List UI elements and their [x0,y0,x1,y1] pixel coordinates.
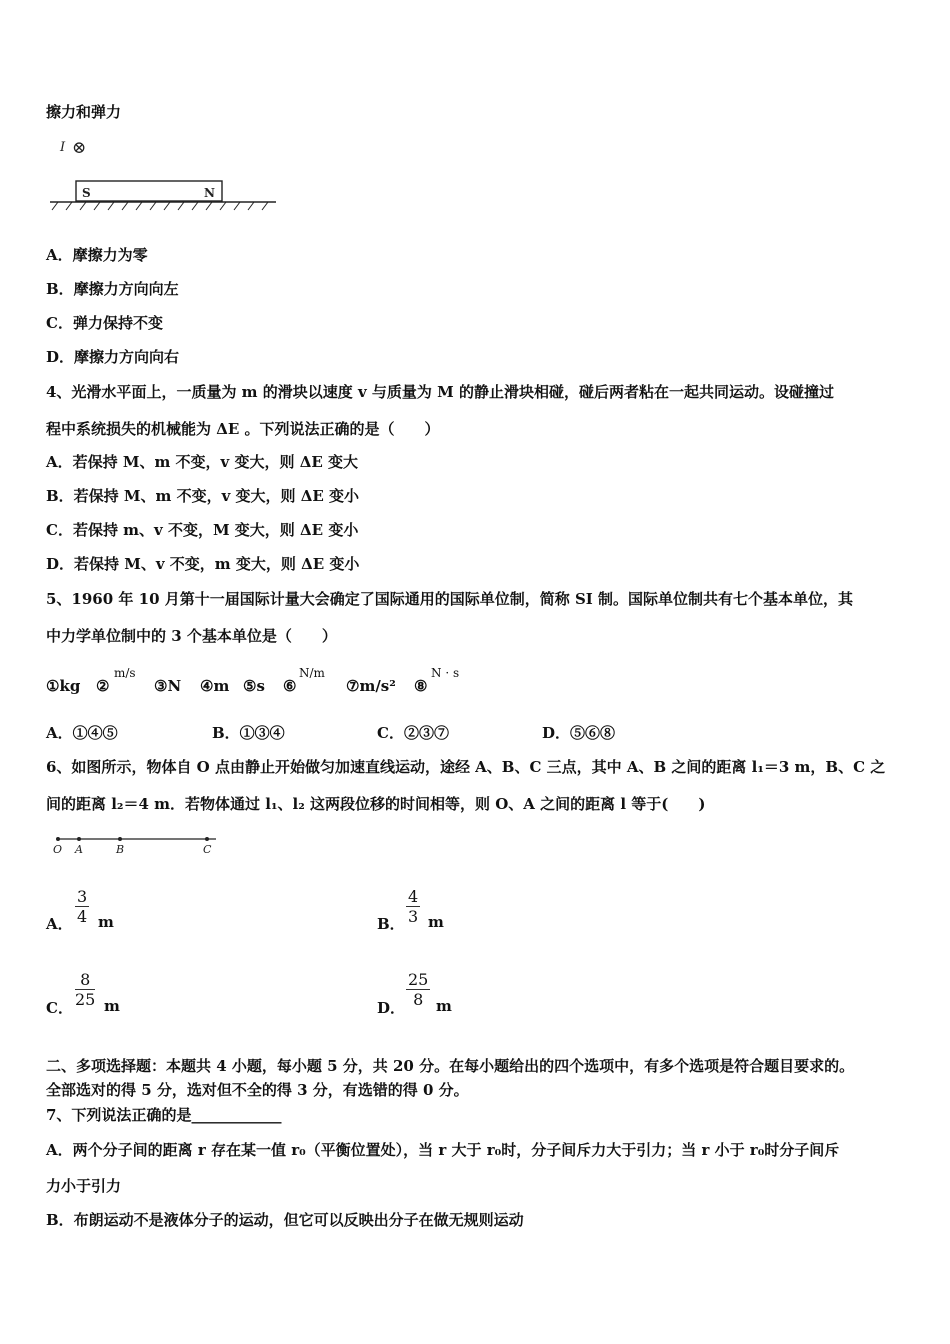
q3-option-d[interactable]: D．摩擦力方向向右 [46,348,180,366]
q6-option-b-numerator: 4 [408,887,419,906]
point-b-label: B [116,843,125,856]
current-into-page-icon: ⊗ [72,138,87,158]
motion-line-figure [46,830,226,860]
q3-option-a[interactable]: A．摩擦力为零 [46,246,148,264]
point-a-dot [77,837,81,841]
unit-index-6: ⑥ [283,677,297,695]
bar-magnet [76,181,222,201]
magnet-figure [46,135,282,217]
q4-stem-line1: 4、光滑水平面上，一质量为 m 的滑块以速度 v 与质量为 M 的静止滑块相碰，碰后两者粘在一起共同运动。设碰撞过 [46,383,834,401]
q5-option-d[interactable]: D．⑤⑥⑧ [542,724,616,742]
unit-index-5: ⑤ [243,677,257,695]
q6-option-c-numerator: 8 [75,970,95,990]
unit-index-4: ④ [200,677,214,695]
unit-second: s [256,677,265,695]
point-a-label: A [75,843,83,856]
q7-option-b[interactable]: B．布朗运动不是液体分子的运动，但它可以反映出分子在做无规则运动 [46,1211,524,1229]
q6-option-d-letter: D． [377,999,406,1017]
q6-option-b-unit: m [428,913,444,931]
q7-option-a-line1[interactable]: A．两个分子间的距离 r 存在某一值 r₀（平衡位置处），当 r 大于 r₀时，分子间斥力大于引力；当 r 小于 r₀时分子间斥 [46,1141,840,1159]
q6-option-a-denominator: 4 [77,907,88,926]
q6-option-d-unit: m [436,997,452,1015]
magnet-n-pole: N [204,186,215,200]
unit-index-8: ⑧ [414,677,428,695]
point-b-dot [118,837,122,841]
unit-kg: kg [59,677,81,695]
top-fragment: 擦力和弹力 [46,103,122,121]
q6-option-c-denominator: 25 [75,990,96,1009]
magnet-s-pole: S [82,186,91,200]
q5-stem-line1: 5、1960 年 10 月第十一届国际计量大会确定了国际通用的国际单位制，简称 SI 制。国际单位制共有七个基本单位，其 [46,590,854,608]
q5-option-b[interactable]: B．①③④ [212,724,285,742]
q6-stem-line2: 间的距离 l₂＝4 m．若物体通过 l₁、l₂ 这两段位移的时间相等，则 O、A 之间的距离 l 等于( ) [46,795,706,813]
q5-stem-line2: 中力学单位制中的 3 个基本单位是（ ） [46,627,337,645]
q6-option-d-denominator: 8 [413,990,424,1009]
section2-heading-line2: 全部选对的得 5 分，选对但不全的得 3 分，有选错的得 0 分。 [46,1081,469,1099]
q6-stem-line1: 6、如图所示，物体自 O 点由静止开始做匀加速直线运动，途经 A、B、C 三点，其中 A、B 之间的距离 l₁＝3 m，B、C 之 [46,758,886,776]
q4-option-d[interactable]: D．若保持 M、v 不变，m 变大，则 ΔE 变小 [46,555,360,573]
q6-option-a-numerator: 3 [77,887,88,906]
q6-option-b-letter: B． [377,915,405,933]
q6-option-b-denominator: 3 [408,907,419,926]
unit-index-3: ③ [154,677,168,695]
q6-option-d-numerator: 25 [408,970,429,989]
unit-m-per-s: m/s [114,666,136,680]
q6-option-a-letter: A． [46,915,73,933]
q4-option-a[interactable]: A．若保持 M、m 不变，v 变大，则 ΔE 变大 [46,453,359,471]
q7-option-a-line2[interactable]: 力小于引力 [46,1177,122,1195]
ground-hatching [52,202,268,210]
q6-option-a-unit: m [98,913,114,931]
current-label: I [60,140,66,155]
q4-option-c[interactable]: C．若保持 m、v 不变，M 变大，则 ΔE 变小 [46,521,359,539]
q4-option-b[interactable]: B．若保持 M、m 不变，v 变大，则 ΔE 变小 [46,487,360,505]
point-c-label: C [203,843,212,856]
unit-n-s: N · s [431,666,460,680]
q7-stem: 7、下列说法正确的是____________ [46,1106,282,1124]
q4-stem-line2: 程中系统损失的机械能为 ΔE 。下列说法正确的是（ ） [46,420,440,438]
q6-option-c-unit: m [104,997,120,1015]
unit-meter: m [213,677,230,695]
q6-option-c-letter: C． [46,999,73,1017]
point-c-dot [205,837,209,841]
q5-option-a[interactable]: A．①④⑤ [46,724,118,742]
unit-index-1: ① [46,677,60,695]
q3-option-b[interactable]: B．摩擦力方向向左 [46,280,179,298]
unit-m-per-s2: m/s² [359,677,396,695]
point-o-label: O [53,843,63,856]
unit-index-7: ⑦ [346,677,360,695]
unit-n-per-m: N/m [299,666,325,680]
section2-heading-line1: 二、多项选择题：本题共 4 小题，每小题 5 分，共 20 分。在每小题给出的四个选项中，有多个选项是符合题目要求的。 [46,1057,855,1075]
unit-newton: N [167,677,182,695]
q3-option-c[interactable]: C．弹力保持不变 [46,314,163,332]
unit-index-2: ② [96,677,110,695]
q5-option-c[interactable]: C．②③⑦ [377,724,449,742]
point-o-dot [56,837,60,841]
